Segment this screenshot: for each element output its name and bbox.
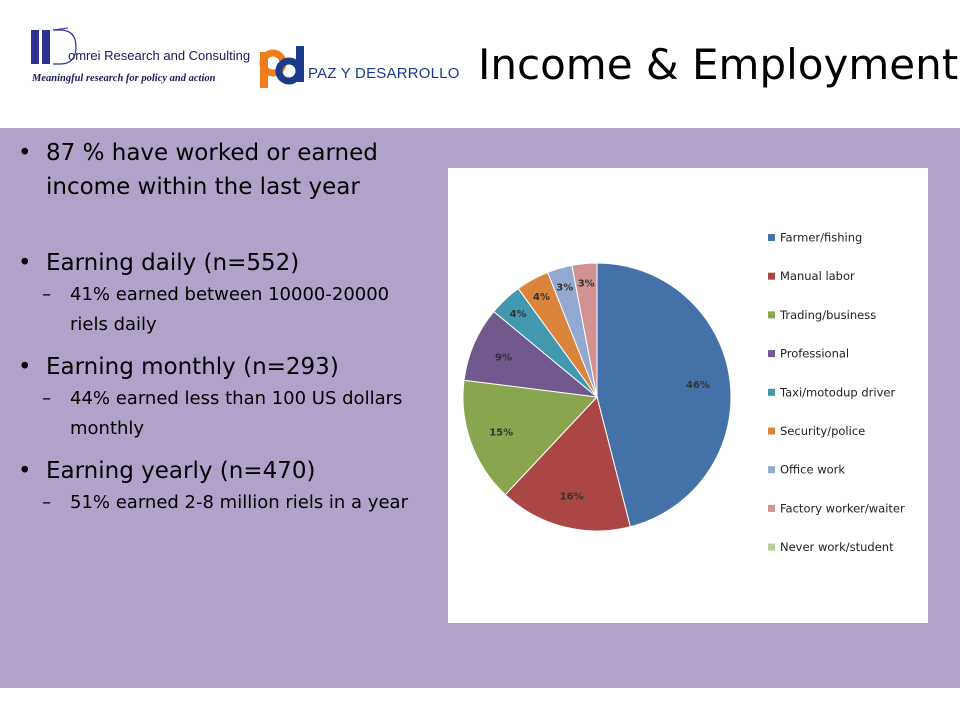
legend-label-5: Security/police bbox=[780, 424, 866, 438]
pie-data-label-1: 16% bbox=[559, 491, 584, 503]
bullet-dot: • bbox=[18, 354, 32, 380]
bullet-dot: • bbox=[18, 458, 32, 484]
legend-swatch-6 bbox=[768, 466, 775, 473]
bullet-text: Earning monthly (n=293) bbox=[46, 354, 339, 380]
bullet-monthly bbox=[18, 350, 428, 384]
legend-label-0: Farmer/fishing bbox=[780, 230, 863, 245]
legend-swatch-8 bbox=[768, 544, 775, 551]
paz-logo-mark bbox=[258, 44, 308, 90]
legend-swatch-2 bbox=[768, 311, 775, 318]
legend-swatch-0 bbox=[768, 234, 775, 241]
pie-data-label-0: 46% bbox=[686, 380, 710, 392]
legend-label-8: Never work/student bbox=[780, 540, 894, 555]
bullet-list bbox=[18, 136, 428, 518]
bullet-yearly bbox=[18, 454, 428, 488]
sub-bullet-text: 51% earned 2-8 million riels in a year bbox=[70, 492, 408, 513]
slide-title: Income & Employment bbox=[478, 40, 959, 89]
legend-label-3: Professional bbox=[780, 346, 850, 361]
bullet-text: Earning daily (n=552) bbox=[46, 250, 300, 276]
bullet-dot: • bbox=[18, 250, 32, 276]
legend-label-2: Trading/business bbox=[780, 307, 877, 322]
pie-data-label-7: 3% bbox=[577, 278, 595, 290]
sub-bullet-yearly bbox=[18, 488, 428, 518]
paz-name: PAZ Y DESARROLLO bbox=[308, 65, 460, 82]
bullet-worked bbox=[18, 136, 428, 204]
legend-swatch-4 bbox=[768, 389, 775, 396]
legend-swatch-5 bbox=[768, 428, 775, 435]
legend-swatch-3 bbox=[768, 350, 775, 357]
domrei-tagline: Meaningful research for policy and action bbox=[32, 73, 216, 84]
sub-bullet-text: 41% earned between 10000-20000 riels daily bbox=[70, 284, 390, 335]
pie-data-label-3: 9% bbox=[495, 352, 512, 364]
legend-label-6: Office work bbox=[780, 462, 846, 477]
sub-bullet-dash: – bbox=[42, 284, 51, 305]
slide-header bbox=[0, 0, 960, 128]
bullet-dot: • bbox=[18, 140, 32, 166]
pie-data-label-6: 3% bbox=[556, 282, 574, 294]
bullet-text: Earning yearly (n=470) bbox=[46, 458, 316, 484]
sub-bullet-monthly bbox=[18, 384, 428, 444]
legend-swatch-7 bbox=[768, 505, 775, 512]
pie-data-label-4: 4% bbox=[509, 309, 527, 320]
legend-swatch-1 bbox=[768, 273, 775, 280]
bullet-daily bbox=[18, 246, 428, 280]
sub-bullet-dash: – bbox=[42, 492, 51, 513]
pie-chart-panel bbox=[448, 168, 928, 623]
legend-label-7: Factory worker/waiter bbox=[780, 501, 905, 516]
domrei-logo bbox=[28, 26, 258, 98]
legend-label-1: Manual labor bbox=[780, 269, 855, 284]
legend-label-4: Taxi/motodup driver bbox=[780, 385, 896, 400]
pie-chart bbox=[448, 168, 928, 623]
bullet-text: 87 % have worked or earned income within the last year bbox=[46, 140, 378, 200]
sub-bullet-text: 44% earned less than 100 US dollars monthly bbox=[70, 388, 403, 439]
sub-bullet-dash: – bbox=[42, 388, 51, 409]
pie-data-label-2: 15% bbox=[489, 427, 514, 439]
paz-logo bbox=[258, 44, 468, 90]
pie-data-label-5: 4% bbox=[533, 292, 550, 303]
domrei-name: omrei Research and Consulting bbox=[68, 48, 251, 63]
sub-bullet-daily bbox=[18, 280, 428, 340]
